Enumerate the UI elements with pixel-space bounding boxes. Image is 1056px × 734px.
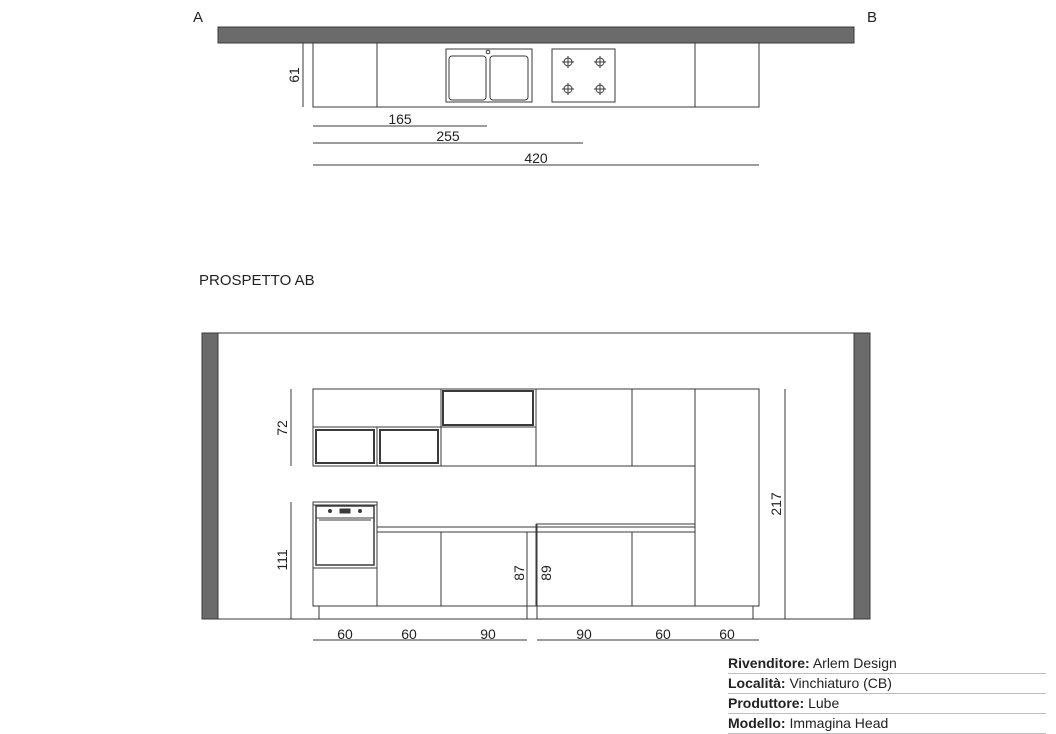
plan-cabinet-left bbox=[313, 43, 377, 107]
plan-cabinet-center bbox=[377, 43, 695, 107]
sink bbox=[446, 49, 532, 102]
hob-burner bbox=[594, 83, 606, 95]
info-value: Arlem Design bbox=[812, 655, 897, 671]
glass-cabinet-door bbox=[316, 430, 374, 463]
width-dim: 60 bbox=[401, 626, 417, 642]
plan-dim-255: 255 bbox=[436, 128, 460, 144]
tall-cabinet bbox=[695, 389, 759, 606]
counter-dim-87: 87 bbox=[511, 565, 527, 581]
width-dim: 90 bbox=[576, 626, 592, 642]
elevation-view bbox=[202, 333, 870, 640]
info-label: Località: bbox=[728, 675, 786, 691]
oven-display bbox=[340, 509, 350, 513]
base-cabinet-dim: 111 bbox=[274, 549, 290, 571]
info-row-manufacturer bbox=[728, 694, 1046, 714]
oven-knob bbox=[359, 510, 362, 513]
hob bbox=[552, 49, 615, 102]
hob-burner bbox=[594, 56, 606, 68]
counter-dim-89: 89 bbox=[538, 565, 554, 581]
oven bbox=[316, 506, 374, 565]
elevation-wall-left bbox=[202, 333, 218, 619]
glass-cabinet-door bbox=[380, 430, 438, 463]
width-dim: 60 bbox=[337, 626, 353, 642]
plan-dim-420: 420 bbox=[524, 150, 548, 166]
elevation-wall-right bbox=[854, 333, 870, 619]
sink-basin-left bbox=[449, 56, 486, 100]
info-label: Produttore: bbox=[728, 695, 805, 711]
info-row-location bbox=[728, 674, 1046, 694]
plan-cabinet-right bbox=[695, 43, 759, 107]
project-info bbox=[728, 654, 1046, 734]
hob-burner bbox=[562, 83, 574, 95]
info-label: Modello: bbox=[728, 715, 786, 731]
corner-b-label: B bbox=[867, 9, 878, 26]
sink-basin-right bbox=[490, 56, 528, 100]
info-label: Rivenditore: bbox=[728, 655, 810, 671]
plan-depth-dim: 61 bbox=[286, 67, 302, 83]
sink-tap bbox=[486, 50, 490, 54]
oven-knob bbox=[329, 510, 332, 513]
hob-burner bbox=[562, 56, 574, 68]
corner-a-label: A bbox=[193, 9, 204, 26]
glass-cabinet-door bbox=[443, 391, 533, 425]
width-dim: 60 bbox=[655, 626, 671, 642]
wall-cabinet-dim: 72 bbox=[274, 420, 290, 436]
width-dim: 90 bbox=[480, 626, 496, 642]
info-value: Vinchiaturo (CB) bbox=[789, 675, 892, 691]
info-row-dealer bbox=[728, 654, 1046, 674]
plan-view bbox=[218, 27, 854, 165]
plan-dim-165: 165 bbox=[388, 111, 412, 127]
plan-wall bbox=[218, 27, 854, 43]
info-value: Lube bbox=[808, 695, 840, 711]
total-height-dim: 217 bbox=[768, 492, 784, 516]
width-dim: 60 bbox=[719, 626, 735, 642]
info-value: Immagina Head bbox=[789, 715, 889, 731]
elevation-title: PROSPETTO AB bbox=[199, 272, 315, 289]
info-row-model bbox=[728, 714, 1046, 734]
